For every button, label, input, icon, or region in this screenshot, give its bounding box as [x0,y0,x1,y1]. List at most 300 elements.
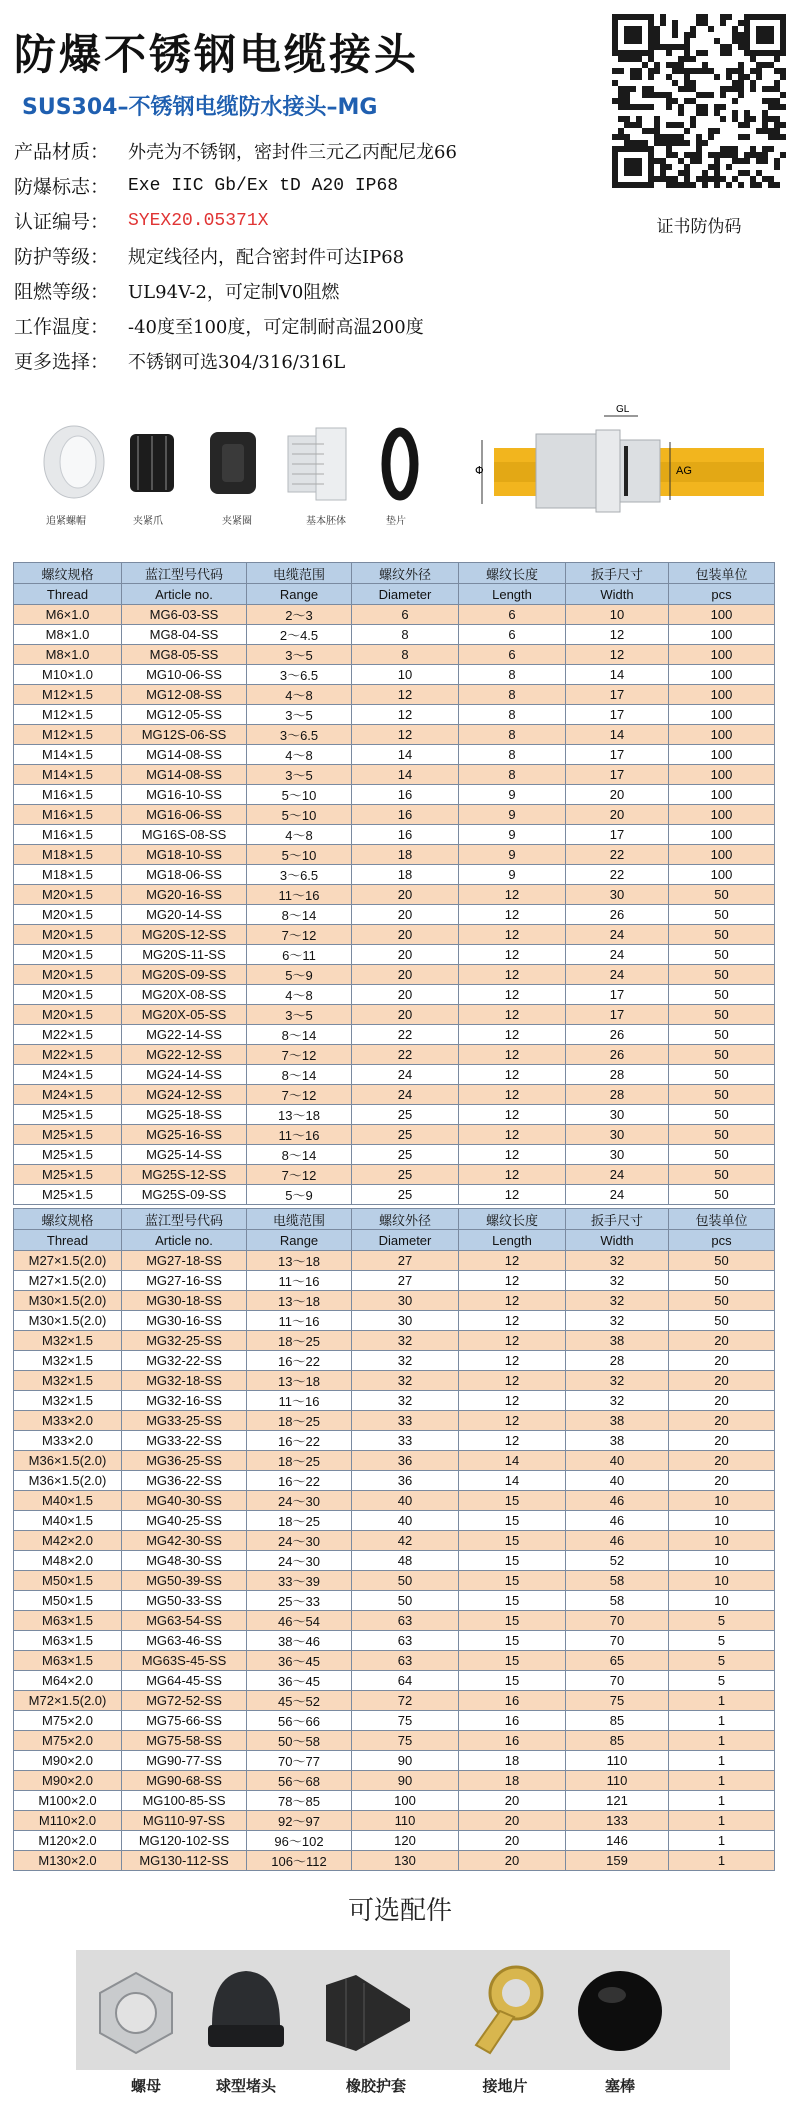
width-cell: 75 [566,1691,669,1711]
length-cell: 8 [459,765,566,785]
width-cell: 38 [566,1331,669,1351]
diameter-cell: 10 [352,665,459,685]
article-cell: MG18-06-SS [122,865,247,885]
width-cell: 22 [566,845,669,865]
pcs-cell: 50 [669,1005,775,1025]
range-cell: 5～9 [247,1185,352,1205]
width-cell: 58 [566,1591,669,1611]
length-cell: 6 [459,645,566,665]
pcs-cell: 20 [669,1451,775,1471]
cap-nut-icon [44,426,104,498]
length-cell: 16 [459,1731,566,1751]
thread-cell: M40×1.5 [14,1491,122,1511]
article-cell: MG10-06-SS [122,665,247,685]
range-cell: 13～18 [247,1291,352,1311]
diameter-cell: 75 [352,1731,459,1751]
table-row [14,1811,775,1831]
range-cell: 13～18 [247,1371,352,1391]
diameter-cell: 130 [352,1851,459,1871]
pcs-cell: 20 [669,1411,775,1431]
range-cell: 18～25 [247,1451,352,1471]
column-header: Diameter [352,584,459,605]
range-cell: 70～77 [247,1751,352,1771]
pcs-cell: 1 [669,1851,775,1871]
article-cell: MG32-18-SS [122,1371,247,1391]
length-cell: 15 [459,1511,566,1531]
article-cell: MG48-30-SS [122,1551,247,1571]
pcs-cell: 5 [669,1611,775,1631]
article-cell: MG90-77-SS [122,1751,247,1771]
thread-cell: M36×1.5(2.0) [14,1471,122,1491]
spec-list [14,133,594,378]
pcs-cell: 50 [669,885,775,905]
spec-value: UL94V-2，可定制V0阻燃 [128,281,340,303]
article-cell: MG8-04-SS [122,625,247,645]
article-cell: MG25-18-SS [122,1105,247,1125]
width-cell: 110 [566,1771,669,1791]
length-cell: 12 [459,925,566,945]
table-row [14,1065,775,1085]
pcs-cell: 50 [669,985,775,1005]
length-cell: 12 [459,965,566,985]
table-row [14,645,775,665]
article-cell: MG120-102-SS [122,1831,247,1851]
pcs-cell: 20 [669,1371,775,1391]
article-cell: MG63S-45-SS [122,1651,247,1671]
diameter-cell: 6 [352,605,459,625]
pcs-cell: 50 [669,1165,775,1185]
diameter-cell: 33 [352,1411,459,1431]
diameter-cell: 40 [352,1491,459,1511]
spec-flame [14,273,594,308]
length-cell: 12 [459,945,566,965]
range-cell: 8～14 [247,1145,352,1165]
range-cell: 4～8 [247,825,352,845]
diameter-cell: 12 [352,725,459,745]
table-row [14,1451,775,1471]
article-cell: MG75-66-SS [122,1711,247,1731]
width-cell: 17 [566,685,669,705]
width-cell: 70 [566,1671,669,1691]
assembly-diagram [474,400,784,520]
column-header: Length [459,584,566,605]
article-cell: MG25-14-SS [122,1145,247,1165]
article-cell: MG22-12-SS [122,1045,247,1065]
parts-illustration [30,410,430,520]
article-cell: MG16-06-SS [122,805,247,825]
spec-label: 更多选择： [14,351,110,373]
column-header: Article no. [122,1230,247,1251]
length-cell: 8 [459,665,566,685]
length-cell: 20 [459,1791,566,1811]
column-header: Diameter [352,1230,459,1251]
column-header: 扳手尺寸 [566,1209,669,1230]
length-cell: 20 [459,1851,566,1871]
pcs-cell: 10 [669,1531,775,1551]
width-cell: 12 [566,625,669,645]
spec-value: SYEX20.05371X [128,210,269,231]
article-cell: MG6-03-SS [122,605,247,625]
article-cell: MG36-25-SS [122,1451,247,1471]
diameter-cell: 32 [352,1351,459,1371]
spec-value: 规定线径内，配合密封件可达IP68 [128,246,405,268]
range-cell: 4～8 [247,685,352,705]
pcs-cell: 100 [669,705,775,725]
pcs-cell: 100 [669,805,775,825]
table-row [14,1291,775,1311]
pcs-cell: 100 [669,765,775,785]
table-row [14,1431,775,1451]
length-cell: 12 [459,1105,566,1125]
range-cell: 46～54 [247,1611,352,1631]
width-cell: 24 [566,945,669,965]
hex-nut-icon [86,1955,186,2065]
pcs-cell: 10 [669,1591,775,1611]
diameter-cell: 25 [352,1165,459,1185]
table-row [14,1471,775,1491]
pcs-cell: 50 [669,1311,775,1331]
table-row [14,945,775,965]
ground-tab-icon [460,1955,560,2065]
range-cell: 38～46 [247,1631,352,1651]
article-cell: MG75-58-SS [122,1731,247,1751]
length-cell: 9 [459,845,566,865]
width-cell: 28 [566,1065,669,1085]
article-cell: MG63-46-SS [122,1631,247,1651]
diameter-cell: 14 [352,765,459,785]
spec-label: 产品材质： [14,141,110,163]
length-cell: 15 [459,1551,566,1571]
column-header: 包装单位 [669,563,775,584]
width-cell: 52 [566,1551,669,1571]
diameter-cell: 75 [352,1711,459,1731]
pcs-cell: 100 [669,865,775,885]
table-row [14,805,775,825]
length-cell: 8 [459,705,566,725]
table-row [14,885,775,905]
thread-cell: M16×1.5 [14,825,122,845]
article-cell: MG16-10-SS [122,785,247,805]
range-cell: 11～16 [247,1271,352,1291]
table-row [14,1591,775,1611]
range-cell: 7～12 [247,1165,352,1185]
diameter-cell: 20 [352,945,459,965]
diameter-cell: 32 [352,1391,459,1411]
range-cell: 36～45 [247,1671,352,1691]
length-cell: 12 [459,1065,566,1085]
column-header: Length [459,1230,566,1251]
length-cell: 15 [459,1571,566,1591]
table-row [14,1025,775,1045]
width-cell: 159 [566,1851,669,1871]
diameter-cell: 90 [352,1771,459,1791]
article-cell: MG130-112-SS [122,1851,247,1871]
table-row [14,605,775,625]
length-cell: 9 [459,865,566,885]
width-cell: 30 [566,1125,669,1145]
diameter-cell: 20 [352,1005,459,1025]
length-cell: 12 [459,1371,566,1391]
width-cell: 30 [566,1145,669,1165]
range-cell: 11～16 [247,1125,352,1145]
width-cell: 38 [566,1411,669,1431]
gl-label: GL [616,404,630,415]
range-cell: 92～97 [247,1811,352,1831]
length-cell: 18 [459,1771,566,1791]
width-cell: 146 [566,1831,669,1851]
diameter-cell: 20 [352,885,459,905]
article-cell: MG22-14-SS [122,1025,247,1045]
table-row [14,845,775,865]
table-row [14,1791,775,1811]
width-cell: 85 [566,1731,669,1751]
diameter-cell: 30 [352,1291,459,1311]
article-cell: MG27-18-SS [122,1251,247,1271]
article-cell: MG40-30-SS [122,1491,247,1511]
column-header: pcs [669,584,775,605]
width-cell: 14 [566,665,669,685]
clamp-claw-icon [130,434,174,492]
column-header: 螺纹长度 [459,1209,566,1230]
table-row [14,725,775,745]
width-cell: 46 [566,1531,669,1551]
thread-cell: M24×1.5 [14,1065,122,1085]
article-cell: MG33-22-SS [122,1431,247,1451]
spec-material [14,133,594,168]
width-cell: 24 [566,925,669,945]
length-cell: 9 [459,785,566,805]
pcs-cell: 20 [669,1351,775,1371]
thread-cell: M20×1.5 [14,1005,122,1025]
pcs-cell: 50 [669,945,775,965]
thread-cell: M63×1.5 [14,1631,122,1651]
thread-cell: M27×1.5(2.0) [14,1251,122,1271]
thread-cell: M12×1.5 [14,725,122,745]
pcs-cell: 100 [669,645,775,665]
width-cell: 12 [566,645,669,665]
table-row [14,1771,775,1791]
thread-cell: M18×1.5 [14,865,122,885]
pcs-cell: 10 [669,1551,775,1571]
diameter-cell: 24 [352,1065,459,1085]
thread-cell: M20×1.5 [14,965,122,985]
spec-temperature [14,308,594,343]
range-cell: 78～85 [247,1791,352,1811]
range-cell: 7～12 [247,1045,352,1065]
pcs-cell: 1 [669,1751,775,1771]
gasket-icon [386,432,414,496]
thread-cell: M8×1.0 [14,645,122,665]
width-cell: 85 [566,1711,669,1731]
page-title: 防爆不锈钢电缆接头 [14,30,420,79]
diameter-cell: 63 [352,1611,459,1631]
thread-cell: M20×1.5 [14,985,122,1005]
article-cell: MG64-45-SS [122,1671,247,1691]
qr-caption: 证书防伪码 [656,217,742,237]
part-label-ring: 夹紧圈 [222,516,252,527]
pcs-cell: 1 [669,1791,775,1811]
ag-label: AG [676,465,692,477]
spec-protection [14,238,594,273]
length-cell: 20 [459,1831,566,1851]
diameter-cell: 20 [352,985,459,1005]
thread-cell: M30×1.5(2.0) [14,1291,122,1311]
table-row [14,905,775,925]
diameter-cell: 25 [352,1125,459,1145]
length-cell: 9 [459,805,566,825]
thread-cell: M16×1.5 [14,805,122,825]
range-cell: 5～10 [247,785,352,805]
diameter-cell: 48 [352,1551,459,1571]
table-row [14,985,775,1005]
article-cell: MG40-25-SS [122,1511,247,1531]
diameter-cell: 64 [352,1671,459,1691]
thread-cell: M24×1.5 [14,1085,122,1105]
diameter-cell: 90 [352,1751,459,1771]
diameter-cell: 18 [352,865,459,885]
dome-plug-icon [196,1955,296,2065]
pcs-cell: 1 [669,1731,775,1751]
range-cell: 2～4.5 [247,625,352,645]
table-row [14,625,775,645]
range-cell: 8～14 [247,1025,352,1045]
pcs-cell: 100 [669,825,775,845]
article-cell: MG72-52-SS [122,1691,247,1711]
range-cell: 13～18 [247,1251,352,1271]
thread-cell: M12×1.5 [14,705,122,725]
diameter-cell: 50 [352,1571,459,1591]
width-cell: 22 [566,865,669,885]
thread-cell: M20×1.5 [14,925,122,945]
table-row [14,1185,775,1205]
table-row [14,1045,775,1065]
pcs-cell: 50 [669,1105,775,1125]
thread-cell: M8×1.0 [14,625,122,645]
table-row [14,1125,775,1145]
pcs-cell: 50 [669,1251,775,1271]
diameter-cell: 36 [352,1471,459,1491]
range-cell: 18～25 [247,1331,352,1351]
range-cell: 3～5 [247,705,352,725]
range-cell: 13～18 [247,1105,352,1125]
pcs-cell: 10 [669,1571,775,1591]
body-icon [288,428,346,500]
accessory-label-ground: 接地片 [482,2077,528,2095]
accessory-label-blank: 塞棒 [604,2077,635,2095]
article-cell: MG30-16-SS [122,1311,247,1331]
range-cell: 106～112 [247,1851,352,1871]
range-cell: 96～102 [247,1831,352,1851]
spec-cert-number [14,203,594,238]
part-label-cap-nut: 追紧螺帽 [46,516,86,527]
pcs-cell: 50 [669,1145,775,1165]
thread-cell: M30×1.5(2.0) [14,1311,122,1331]
article-cell: MG36-22-SS [122,1471,247,1491]
length-cell: 12 [459,1125,566,1145]
pcs-cell: 50 [669,965,775,985]
pcs-cell: 1 [669,1811,775,1831]
column-header: Width [566,584,669,605]
pcs-cell: 100 [669,605,775,625]
article-cell: MG12-05-SS [122,705,247,725]
pcs-cell: 50 [669,1125,775,1145]
diameter-cell: 22 [352,1045,459,1065]
table-row [14,1311,775,1331]
width-cell: 65 [566,1651,669,1671]
column-header: Thread [14,584,122,605]
column-header: 扳手尺寸 [566,563,669,584]
article-cell: MG18-10-SS [122,845,247,865]
qr-code-icon[interactable] [612,14,786,188]
column-header: 电缆范围 [247,563,352,584]
length-cell: 8 [459,745,566,765]
width-cell: 46 [566,1491,669,1511]
table-row [14,705,775,725]
thread-cell: M16×1.5 [14,785,122,805]
diameter-cell: 20 [352,965,459,985]
width-cell: 32 [566,1391,669,1411]
width-cell: 26 [566,1025,669,1045]
pcs-cell: 1 [669,1691,775,1711]
column-header: 包装单位 [669,1209,775,1230]
thread-cell: M50×1.5 [14,1591,122,1611]
pcs-cell: 5 [669,1671,775,1691]
spec-label: 阻燃等级： [14,281,110,303]
length-cell: 12 [459,1045,566,1065]
table-row [14,1631,775,1651]
width-cell: 110 [566,1751,669,1771]
range-cell: 24～30 [247,1531,352,1551]
pcs-cell: 1 [669,1711,775,1731]
table-row [14,1005,775,1025]
range-cell: 45～52 [247,1691,352,1711]
table-row [14,1331,775,1351]
pcs-cell: 20 [669,1431,775,1451]
width-cell: 32 [566,1251,669,1271]
range-cell: 25～33 [247,1591,352,1611]
diameter-cell: 8 [352,645,459,665]
length-cell: 12 [459,1411,566,1431]
article-cell: MG25S-12-SS [122,1165,247,1185]
table-row [14,1531,775,1551]
range-cell: 33～39 [247,1571,352,1591]
range-cell: 5～10 [247,845,352,865]
diameter-cell: 22 [352,1025,459,1045]
range-cell: 11～16 [247,885,352,905]
thread-cell: M20×1.5 [14,885,122,905]
article-cell: MG90-68-SS [122,1771,247,1791]
pcs-cell: 50 [669,1045,775,1065]
width-cell: 30 [566,1105,669,1125]
spec-label: 防护等级： [14,246,110,268]
article-cell: MG50-33-SS [122,1591,247,1611]
thread-cell: M22×1.5 [14,1045,122,1065]
thread-cell: M22×1.5 [14,1025,122,1045]
diameter-cell: 25 [352,1105,459,1125]
pcs-cell: 100 [669,685,775,705]
range-cell: 2～3 [247,605,352,625]
spec-label: 工作温度： [14,316,110,338]
article-cell: MG25-16-SS [122,1125,247,1145]
column-header: 电缆范围 [247,1209,352,1230]
range-cell: 50～58 [247,1731,352,1751]
width-cell: 70 [566,1631,669,1651]
table-row [14,1731,775,1751]
table-row [14,1391,775,1411]
range-cell: 4～8 [247,985,352,1005]
width-cell: 70 [566,1611,669,1631]
thread-cell: M20×1.5 [14,905,122,925]
